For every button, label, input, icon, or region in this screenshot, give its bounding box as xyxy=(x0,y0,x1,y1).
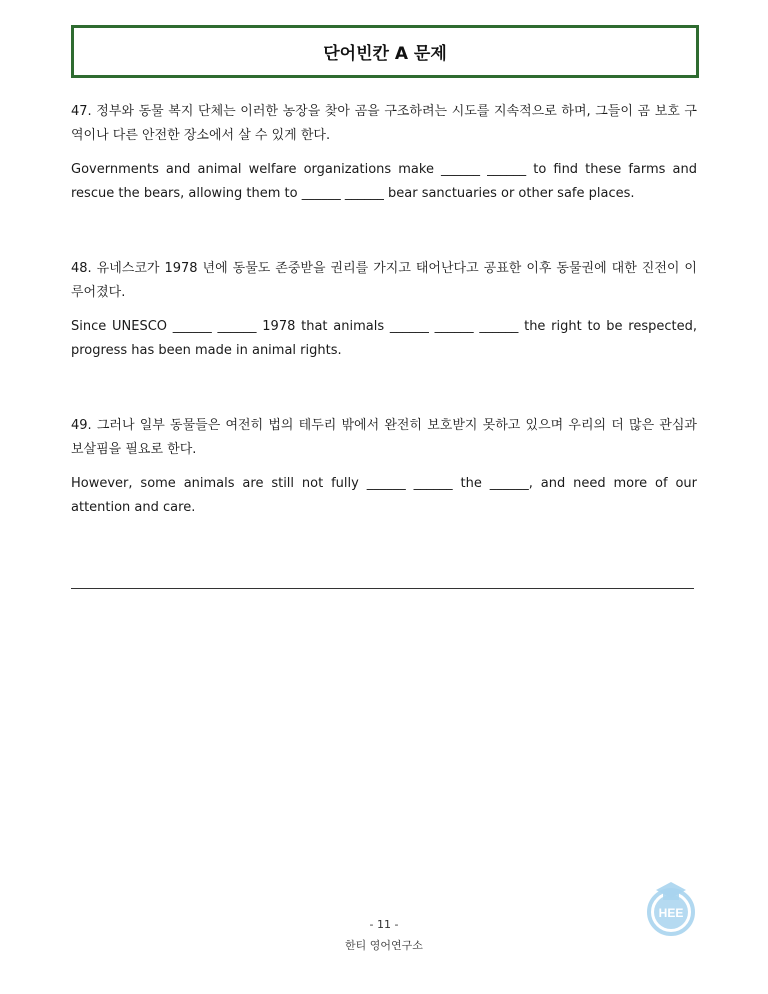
page-title: 단어빈칸 A 문제 xyxy=(323,44,447,64)
logo-text: HEE xyxy=(658,906,684,920)
question-korean: 49. 그러나 일부 동물들은 여전히 법의 테두리 밖에서 완전히 보호받지 못하고 있으며 우리의 더 많은 관심과 보살핌을 필요로 한다. xyxy=(71,418,697,457)
divider-line xyxy=(71,588,694,589)
page-number: - 11 - xyxy=(369,918,399,931)
footer-organization: 한티 영어연구소 xyxy=(345,939,423,952)
question-48 xyxy=(71,257,697,363)
question-english: However, some animals are still not fully ______ ______ the ______, and need more of our attention and care. xyxy=(71,476,697,515)
question-korean: 48. 유네스코가 1978 년에 동물도 존중받을 권리를 가지고 태어난다고 공표한 이후 동물권에 대한 진전이 이루어졌다. xyxy=(71,261,697,300)
question-english: Since UNESCO ______ ______ 1978 that animals ______ ______ ______ the right to be respected, progress has been made in animal rights. xyxy=(71,319,697,358)
question-english: Governments and animal welfare organizations make ______ ______ to find these farms and rescue the bears, allowing them to ______ ______ bear sanctuaries or other safe places. xyxy=(71,162,697,201)
question-korean: 47. 정부와 동물 복지 단체는 이러한 농장을 찾아 곰을 구조하려는 시도를 지속적으로 하며, 그들이 곰 보호 구역이나 다른 안전한 장소에서 살 수 있게 한다. xyxy=(71,104,697,143)
question-49 xyxy=(71,414,697,520)
title-box xyxy=(71,25,699,78)
question-47 xyxy=(71,100,697,206)
hee-logo xyxy=(636,872,706,942)
